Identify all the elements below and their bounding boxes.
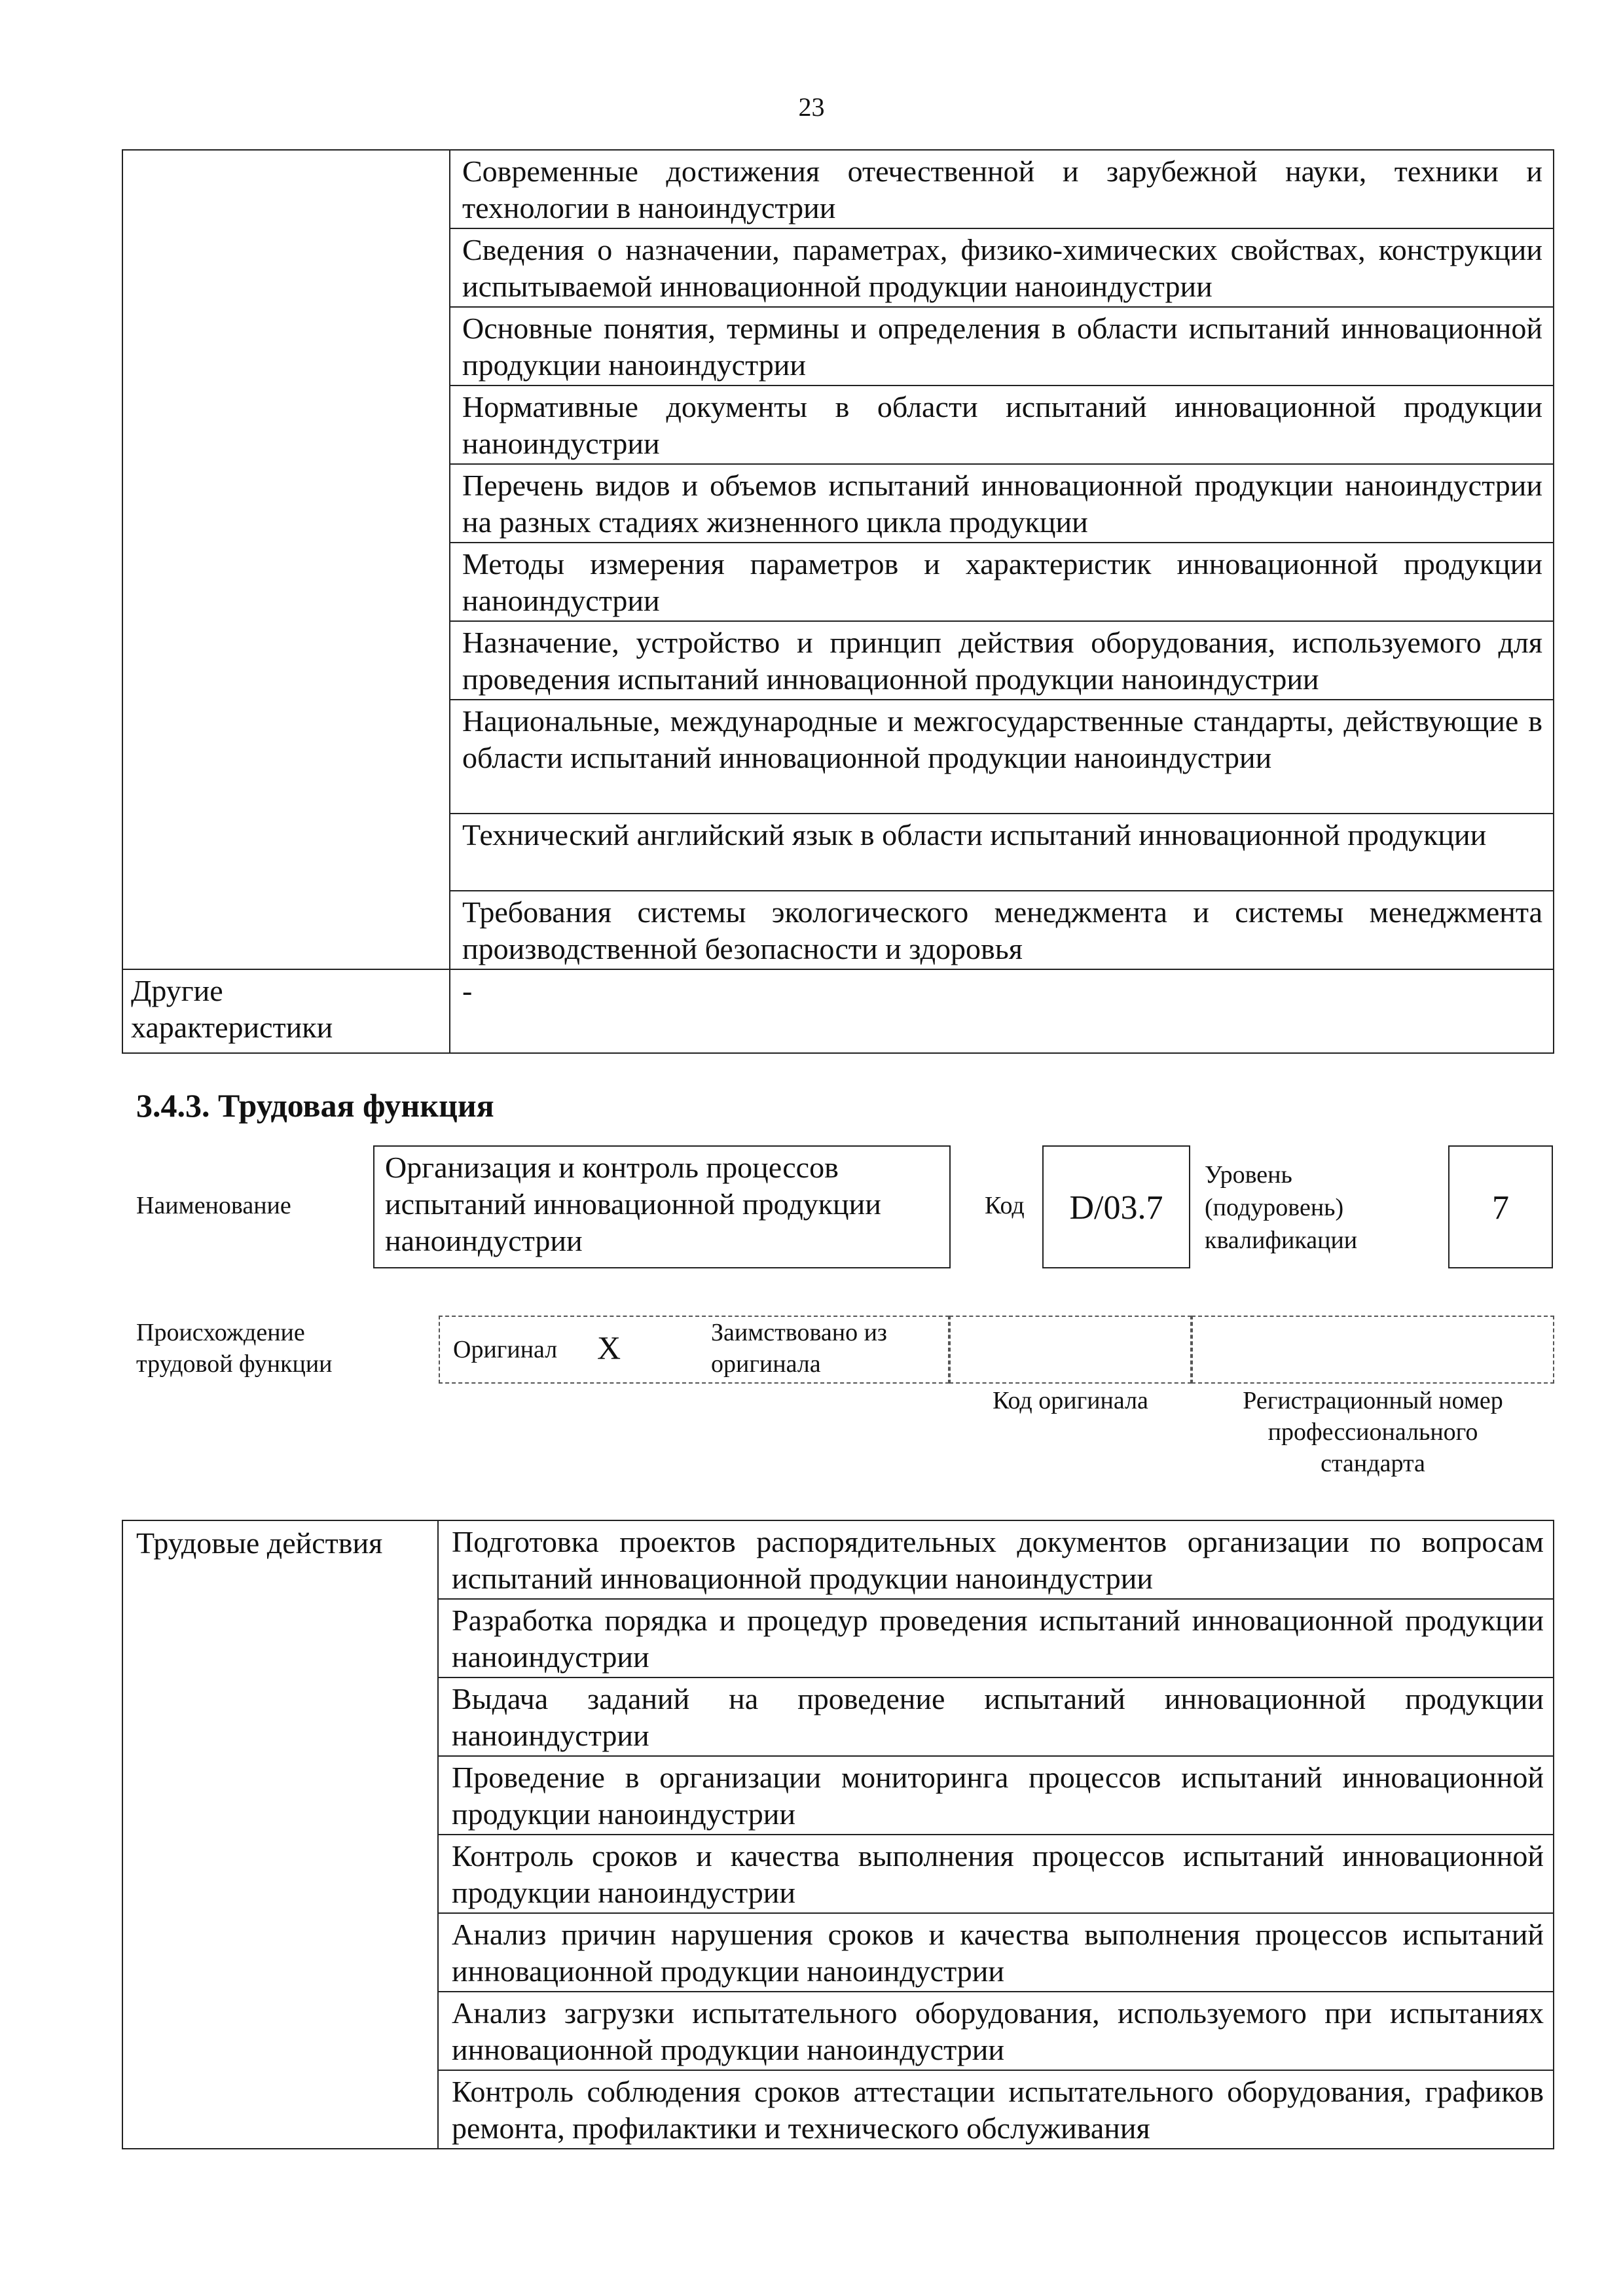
- level-label: [1205, 1158, 1357, 1257]
- level-label-line3: квалификации: [1205, 1227, 1358, 1254]
- knowledge-item: Национальные, международные и межгосударственные стандарты, действующие в области испытаний инновационной продукции наноиндустрии: [462, 704, 1542, 774]
- action-row: [438, 1599, 1554, 1677]
- knowledge-table: [122, 149, 1554, 1054]
- action-row: [438, 1677, 1554, 1756]
- knowledge-row: [450, 891, 1554, 969]
- action-item: Контроль соблюдения сроков аттестации испытательного оборудования, графиков ремонта, профилактики и технического обслуживания: [452, 2075, 1544, 2145]
- name-box: [373, 1145, 951, 1268]
- knowledge-item: Назначение, устройство и принцип действия оборудования, используемого для проведения испытаний инновационной продукции наноиндустрии: [462, 626, 1542, 696]
- knowledge-row: [450, 814, 1554, 891]
- code-label: Код: [985, 1192, 1025, 1219]
- action-item: Анализ загрузки испытательного оборудования, используемого при испытаниях инновационной продукции наноиндустрии: [452, 1996, 1544, 2066]
- other-characteristics-label: [122, 969, 450, 1053]
- action-item: Анализ причин нарушения сроков и качества выполнения процессов испытаний инновационной продукции наноиндустрии: [452, 1918, 1544, 1988]
- action-row: [438, 1520, 1554, 1599]
- original-mark: X: [597, 1329, 621, 1366]
- origin-label-line1: Происхождение: [136, 1319, 305, 1346]
- code-original-caption: Код оригинала: [993, 1387, 1148, 1414]
- action-item: Подготовка проектов распорядительных документов организации по вопросам испытаний инновационной продукции наноиндустрии: [452, 1525, 1544, 1595]
- knowledge-item: Перечень видов и объемов испытаний инновационной продукции наноиндустрии на разных стадиях жизненного цикла продукции: [462, 469, 1542, 539]
- borrowed-label-line2: оригинала: [711, 1350, 821, 1378]
- other-value: -: [462, 974, 473, 1007]
- other-label-line2: характеристики: [131, 1011, 333, 1044]
- reg-number-box: [1192, 1316, 1554, 1384]
- code-original-box: [949, 1316, 1192, 1384]
- action-item: Проведение в организации мониторинга процессов испытаний инновационной продукции наноиндустрии: [452, 1761, 1544, 1831]
- origin-label-line2: трудовой функции: [136, 1350, 333, 1378]
- knowledge-label-cell: [122, 150, 450, 969]
- page-number: 23: [798, 92, 825, 122]
- origin-label: [136, 1317, 333, 1380]
- reg-caption-line3: стандарта: [1321, 1450, 1425, 1477]
- knowledge-row: [450, 621, 1554, 700]
- knowledge-row: [450, 700, 1554, 814]
- knowledge-item: Методы измерения параметров и характеристик инновационной продукции наноиндустрии: [462, 547, 1542, 617]
- action-item: Выдача заданий на проведение испытаний инновационной продукции наноиндустрии: [452, 1682, 1544, 1752]
- name-label: Наименование: [136, 1192, 291, 1219]
- borrowed-label-line1: Заимствовано из: [711, 1319, 887, 1346]
- knowledge-row: [450, 464, 1554, 543]
- knowledge-row: [450, 228, 1554, 307]
- original-label: Оригинал: [453, 1336, 558, 1363]
- action-row: [438, 1835, 1554, 1913]
- action-row: [438, 2070, 1554, 2149]
- reg-caption-line1: Регистрационный номер: [1243, 1387, 1503, 1414]
- actions-table: [122, 1520, 1554, 2149]
- code-box: [1042, 1145, 1190, 1268]
- reg-caption-line2: профессионального: [1267, 1418, 1478, 1446]
- section-heading: 3.4.3. Трудовая функция: [136, 1087, 494, 1124]
- knowledge-item: Современные достижения отечественной и зарубежной науки, техники и технологии в наноиндустрии: [462, 154, 1542, 224]
- action-row: [438, 1756, 1554, 1835]
- level-value: 7: [1492, 1189, 1509, 1227]
- action-row: [438, 1913, 1554, 1992]
- borrowed-label: [711, 1317, 887, 1380]
- other-label-line1: Другие: [131, 974, 223, 1007]
- action-row: [438, 1992, 1554, 2070]
- level-label-line2: (подуровень): [1205, 1194, 1344, 1221]
- knowledge-item: Технический английский язык в области испытаний инновационной продукции: [462, 818, 1487, 852]
- knowledge-item: Сведения о назначении, параметрах, физико-химических свойствах, конструкции испытываемой инновационной продукции наноиндустрии: [462, 233, 1542, 303]
- reg-number-caption: [1192, 1385, 1554, 1479]
- knowledge-row: [450, 543, 1554, 621]
- knowledge-item: Требования системы экологического менеджмента и системы менеджмента производственной безопасности и здоровья: [462, 895, 1542, 965]
- level-label-line1: Уровень: [1205, 1161, 1292, 1189]
- knowledge-item: Нормативные документы в области испытаний инновационной продукции наноиндустрии: [462, 390, 1542, 460]
- function-name-value: Организация и контроль процессов испытаний инновационной продукции наноиндустрии: [385, 1151, 881, 1257]
- knowledge-row: [450, 386, 1554, 464]
- knowledge-row: [450, 307, 1554, 386]
- action-item: Контроль сроков и качества выполнения процессов испытаний инновационной продукции наноиндустрии: [452, 1839, 1544, 1909]
- actions-label: Трудовые действия: [136, 1526, 383, 1560]
- other-characteristics-value: [450, 969, 1554, 1053]
- action-item: Разработка порядка и процедур проведения испытаний инновационной продукции наноиндустрии: [452, 1604, 1544, 1674]
- knowledge-row: [450, 150, 1554, 228]
- actions-label-cell: [122, 1520, 438, 2149]
- function-code-value: D/03.7: [1069, 1189, 1163, 1227]
- level-box: [1448, 1145, 1553, 1268]
- knowledge-item: Основные понятия, термины и определения в области испытаний инновационной продукции наноиндустрии: [462, 312, 1542, 382]
